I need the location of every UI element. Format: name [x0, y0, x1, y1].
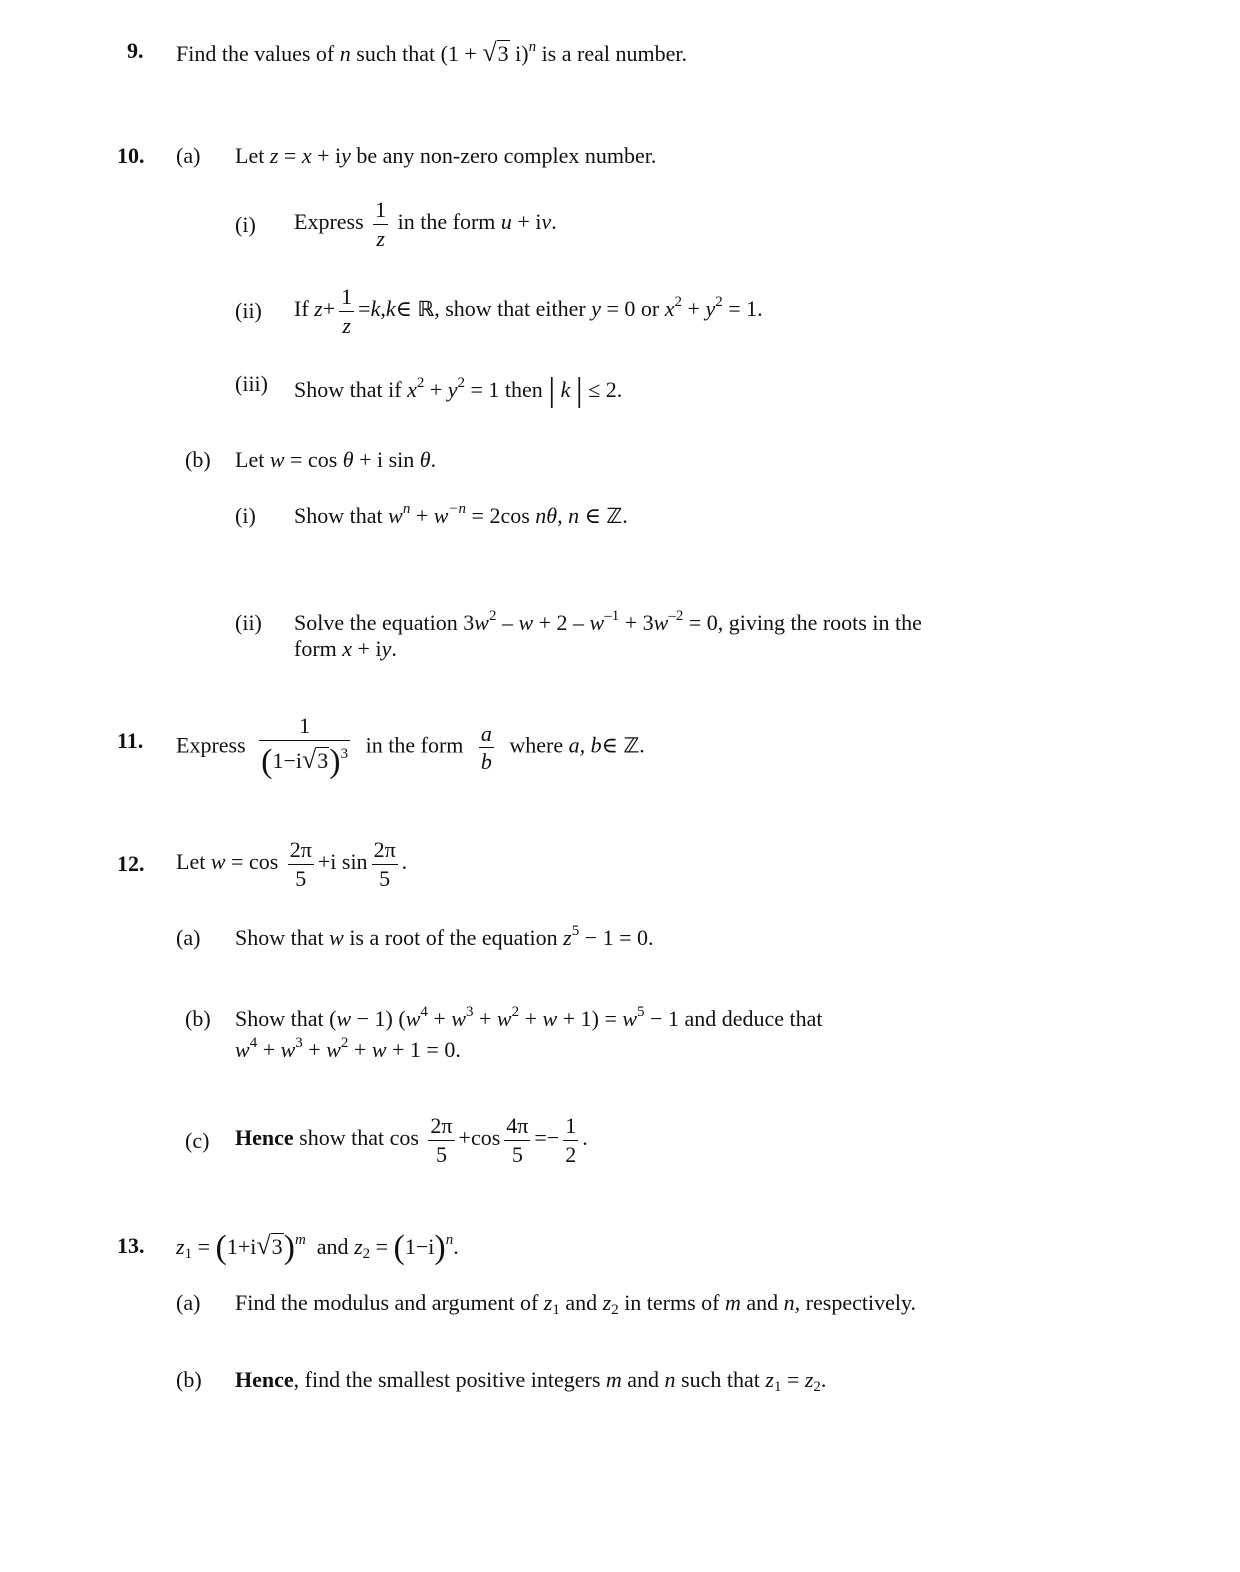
q10-a-text: Let z = x + iy be any non-zero complex number. — [235, 143, 657, 168]
q10-a-label: (a) — [176, 143, 201, 168]
q10-b-ii-label: (ii) — [235, 610, 262, 635]
question-13-number: 13. — [117, 1233, 145, 1258]
q10-b-i-text: Show that $w^n + w^{-n} = 2\cos$ nθ, n ∈ ℤ. — [294, 501, 628, 528]
q10-a-i-text: Express $\frac{1}{z}$ in the form u + iv. — [294, 197, 557, 251]
real-numbers-symbol: ℝ — [417, 297, 435, 322]
q10-b-i-label: (i) — [235, 503, 256, 528]
question-11-number: 11. — [117, 728, 144, 753]
q12-b-text-line2: $w^4 + w^3 + w^2 + w + 1 = 0$. — [235, 1035, 461, 1062]
q10-a-ii-text: If z+ $\frac{1}{z}$ =k,k∈ ℝ, show that either y = 0 or $x^2 + y^2 = 1$. — [294, 284, 763, 338]
sqrt-3: √3 — [482, 38, 509, 67]
q10-a-iii-text: Show that if $x^2 + y^2 = 1$ then | k | ≤ 2. — [294, 372, 623, 409]
question-12-number: 12. — [117, 851, 145, 876]
q10-a-ii-label: (ii) — [235, 298, 262, 323]
q13-b-text: Hence, find the smallest positive integers m and n such that $z_1 = z_2$. — [235, 1367, 827, 1395]
question-9-number: 9. — [127, 38, 144, 63]
q12-a-label: (a) — [176, 925, 201, 950]
q12-b-text: Show that (w − 1) $(w^4 + w^3 + w^2 + w + 1) = w^5 - 1$ and deduce that — [235, 1004, 823, 1031]
question-10-number: 10. — [117, 143, 145, 168]
q10-b-text: Let w = cos θ + i sin θ. — [235, 447, 437, 472]
q12-a-text: Show that w is a root of the equation $z^5 - 1 = 0$. — [235, 923, 654, 950]
q10-b-ii-text-line2: form x + iy. — [294, 636, 397, 661]
integers-symbol: ℤ — [623, 733, 640, 758]
q12-b-label: (b) — [185, 1006, 211, 1031]
sqrt-3: √3 — [256, 1231, 283, 1260]
fraction-1-over-z: $\frac{1}{z}$ — [375, 197, 387, 251]
question-13-text: $z_1 = (1+i√3)^m$ and $z_2 = (1-i)^n$. — [176, 1229, 459, 1266]
q12-c-label: (c) — [185, 1128, 210, 1153]
integers-symbol: ℤ — [606, 504, 623, 528]
fraction-4pi-over-5: $\frac{4\pi}{5}$ — [506, 1113, 529, 1167]
fraction-1-over-cube: $\frac{1}{(1-i√3)^3}$ — [261, 713, 349, 780]
fraction-a-over-b: $\frac{a}{b}$ — [480, 720, 492, 774]
q10-a-iii-label: (iii) — [235, 371, 268, 396]
question-12-text: Let w = cos $\frac{2\pi}{5}$ +i sin $\frac{2\pi}{5}$ . — [176, 837, 408, 891]
question-11-text: Express $\frac{1}{(1-i√3)^3}$ in the form $\frac{a}{b}$ where a, b∈ ℤ. — [176, 712, 645, 783]
q13-a-label: (a) — [176, 1290, 201, 1315]
fraction-1-over-z-ii: $\frac{1}{z}$ — [341, 284, 353, 338]
q13-a-text: Find the modulus and argument of $z_1$ and $z_2$ in terms of m and n, respectively. — [235, 1290, 917, 1318]
q10-b-ii-text: Solve the equation $3w^2 - w + 2 - w^{-1} + 3w^{-2} = 0$, giving the roots in the — [294, 608, 922, 635]
q10-b-label: (b) — [185, 447, 211, 472]
q12-c-text: Hence show that cos $\frac{2\pi}{5}$ +cos $\frac{4\pi}{5}$ =− $\frac{1}{2}$ . — [235, 1113, 588, 1167]
fraction-2pi-over-5-c: $\frac{2\pi}{5}$ — [430, 1113, 453, 1167]
q10-a-i-label: (i) — [235, 212, 256, 237]
question-9-text: Find the values of n such that (1 + √3 i)$^n$ is a real number. — [176, 38, 687, 67]
fraction-2pi-over-5: $\frac{2\pi}{5}$ — [289, 837, 312, 891]
q13-b-label: (b) — [176, 1367, 202, 1392]
fraction-2pi-over-5-b: $\frac{2\pi}{5}$ — [373, 837, 396, 891]
fraction-1-over-2: $\frac{1}{2}$ — [565, 1113, 577, 1167]
